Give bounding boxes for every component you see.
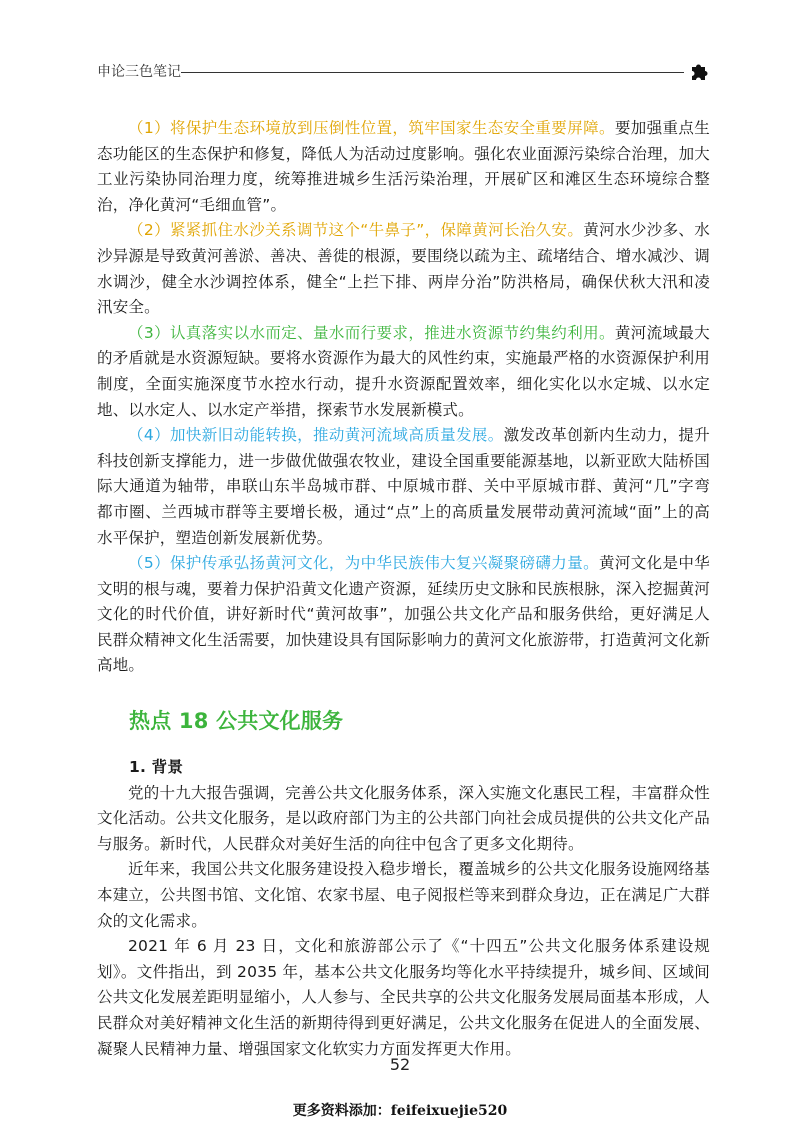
page-header (97, 62, 710, 84)
body-text: 黄河流域最大的矛盾就是水资源短缺。要将水资源作为最大的风性约束，实施最严格的水资源保护利用制度，全面实施深度节水控水行动，提升水资源配置效率，细化实化以水定城、以水定地、以水定人、以水定产举措，探索节水发展新模式。 (97, 323, 710, 419)
body-text: 黄河文化是中华文明的根与魂，要着力保护沿黄文化遗产资源，延续历史文脉和民族根脉，深入挖掘黄河文化的时代价值，讲好新时代“黄河故事”，加强公共文化产品和服务供给，更好满足人民群众精神文化生活需要，加快建设具有国际影响力的黄河文化旅游带，打造黄河文化新高地。 (97, 554, 710, 675)
header-title: 申论三色笔记 (97, 64, 181, 80)
measure-paragraph-1 (97, 116, 710, 218)
measure-paragraph-5 (97, 551, 710, 679)
measure-paragraph-4 (97, 423, 710, 551)
puzzle-piece-icon (688, 61, 710, 83)
background-paragraph-1: 党的十九大报告强调，完善公共文化服务体系，深入实施文化惠民工程，丰富群众性文化活动。公共文化服务，是以政府部门为主的公共部门向社会成员提供的公共文化产品与服务。新时代，人民群众对美好生活的向往中包含了更多文化期待。 (97, 783, 710, 853)
highlight-text: （3）认真落实以水而定、量水而行要求，推进水资源节约集约利用。 (128, 323, 615, 342)
page-content (97, 116, 710, 1062)
highlight-text: （4）加快新旧动能转换，推动黄河流域高质量发展。 (128, 426, 504, 445)
measure-paragraph-3 (97, 321, 710, 423)
header-divider (181, 72, 684, 73)
highlight-text: （2）紧紧抓住水沙关系调节这个“牛鼻子”，保障黄河长治久安。 (128, 221, 584, 240)
body-text: 激发改革创新内生动力，提升科技创新支撑能力，进一步做优做强农牧业，建设全国重要能源基地，以新亚欧大陆桥国际大通道为轴带，串联山东半岛城市群、中原城市群、关中平原城市群、黄河“几”字弯都市圈、兰西城市群等主要增长极，通过“点”上的高质量发展带动黄河流域“面”上的高水平保护，塑造创新发展新优势。 (97, 426, 710, 547)
page-number: 52 (389, 1055, 411, 1074)
background-paragraph-2: 近年来，我国公共文化服务建设投入稳步增长，覆盖城乡的公共文化服务设施网络基本建立，公共图书馆、文化馆、农家书屋、电子阅报栏等来到群众身边，正在满足广大群众的文化需求。 (97, 860, 710, 930)
highlight-text: （1）将保护生态环境放到压倒性位置，筑牢国家生态安全重要屏障。 (128, 119, 615, 137)
highlight-text: （5）保护传承弘扬黄河文化，为中华民族伟大复兴凝聚磅礴力量。 (128, 554, 599, 573)
body-text: 要加强重点生态功能区的生态保护和修复，降低人为活动过度影响。强化农业面源污染综合治理，加大工业污染协同治理力度，统筹推进城乡生活污染治理，开展矿区和滩区生态环境综合整治，净化黄河“毛细血管”。 (97, 119, 710, 214)
measure-paragraph-2 (97, 218, 710, 320)
section-heading: 1. 背景 (129, 758, 184, 777)
background-paragraph-3: 2021 年 6 月 23 日，文化和旅游部公示了《“十四五”公共文化服务体系建设规划》。文件指出，到 2035 年，基本公共文化服务均等化水平持续提升，城乡间、区域间公共文化发展差距明显缩小，人人参与、全民共享的公共文化服务发展局面基本形成，人民群众对美好精神文化生活的新期待得到更好满足，公共文化服务在促进人的全面发展、凝聚人民精神力量、增强国家文化软实力方面发挥更大作用。 (97, 937, 710, 1058)
body-text: 黄河水少沙多、水沙异源是导致黄河善淤、善决、善徙的根源，要围绕以疏为主、疏堵结合、增水减沙、调水调沙，健全水沙调控体系，健全“上拦下排、两岸分治”防洪格局，确保伏秋大汛和凌汛安全。 (97, 221, 710, 317)
hot-topic-title: 热点 18 公共文化服务 (129, 709, 344, 734)
footer-note: 更多资料添加：feifeixuejie520 (292, 1103, 508, 1119)
